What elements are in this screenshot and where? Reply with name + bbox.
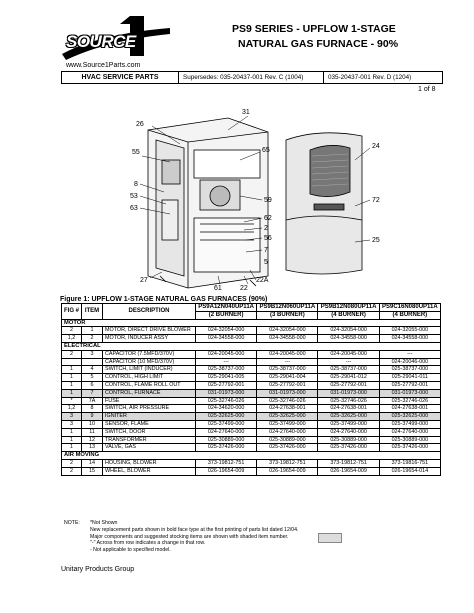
table-row <box>62 366 441 374</box>
cell-part-number: 025-32746-026 <box>379 397 440 405</box>
cell-part-number: 024-34558-000 <box>196 335 257 343</box>
cell-description: MOTOR, INDUCER ASSY <box>103 335 196 343</box>
cell-description: CAPACITOR (10 MFD/370V) <box>103 358 196 366</box>
notes-label: NOTE: <box>64 520 80 526</box>
footer-company: Unitary Products Group <box>61 566 135 573</box>
cell-item: 12 <box>82 436 103 444</box>
callout-56: 56 <box>264 235 272 242</box>
cell-description: FUSE <box>103 397 196 405</box>
col-subheader-burner-4: (4 BURNER) <box>379 311 440 319</box>
cell-part-number: 024-32054-000 <box>318 327 379 335</box>
shaded-sample-box <box>318 533 342 543</box>
cell-description: CONTROL, HIGH LIMIT <box>103 374 196 382</box>
cell-fig: 1 <box>62 366 82 374</box>
table-row <box>62 405 441 413</box>
cell-part-number: 024-27640-000 <box>379 428 440 436</box>
cell-part-number: 024-34558-000 <box>318 335 379 343</box>
col-header-fig: FIG # <box>62 304 82 320</box>
cell-part-number: 024-32054-000 <box>257 327 318 335</box>
section-label: HVAC SERVICE PARTS <box>62 72 179 83</box>
table-row <box>62 327 441 335</box>
callout-5: 5 <box>264 259 268 266</box>
col-header-model-2: PS9B12N060UP11A <box>257 304 318 312</box>
callout-55: 55 <box>132 149 140 156</box>
cell-description: TRANSFORMER <box>103 436 196 444</box>
cell-part-number: 025-27792-001 <box>379 381 440 389</box>
revision-label: 035-20437-001 Rev. D (1204) <box>328 74 412 81</box>
cell-part-number: 373-19812-751 <box>318 459 379 467</box>
col-header-item: ITEM <box>82 304 103 320</box>
callout-27: 27 <box>140 277 148 284</box>
cell-part-number: 025-27792-001 <box>196 381 257 389</box>
section-heading: AIR MOVING <box>62 452 441 460</box>
cell-fig: 2 <box>62 327 82 335</box>
cell-part-number: 025-32746-026 <box>196 397 257 405</box>
cell-description: IGNITER <box>103 413 196 421</box>
cell-part-number: 025-37499-000 <box>379 420 440 428</box>
cell-part-number: 025-32746-026 <box>257 397 318 405</box>
table-section-row <box>62 319 441 327</box>
cell-description: CONTROL, FLAME ROLL OUT <box>103 381 196 389</box>
table-section-row <box>62 342 441 350</box>
table-row <box>62 381 441 389</box>
table-row <box>62 436 441 444</box>
callout-8: 8 <box>134 181 138 188</box>
note-line: Major components and suggested stocking items are shown with shaded item number. <box>90 533 289 540</box>
cell-item: 3 <box>82 350 103 358</box>
cell-fig: 1,2 <box>62 405 82 413</box>
cell-item: 9 <box>82 413 103 421</box>
cell-part-number: 025-37426-000 <box>318 444 379 452</box>
cell-part-number: 024-34620-000 <box>196 405 257 413</box>
callout-59: 59 <box>264 197 272 204</box>
notes-block <box>64 520 299 554</box>
note-line: *Not Shown <box>90 520 118 526</box>
cell-part-number: 025-30889-000 <box>196 436 257 444</box>
parts-table-body <box>62 319 441 475</box>
cell-part-number: 025-32625-000 <box>318 413 379 421</box>
cell-part-number: 025-38737-000 <box>257 366 318 374</box>
cell-part-number: 031-01973-000 <box>257 389 318 397</box>
cell-part-number: --- <box>196 358 257 366</box>
cell-item: 14 <box>82 459 103 467</box>
col-header-description: DESCRIPTION <box>103 304 196 320</box>
cell-description: HOUSING, BLOWER <box>103 459 196 467</box>
cell-part-number: 024-20045-000 <box>196 350 257 358</box>
table-row <box>62 350 441 358</box>
cell-part-number: 024-27640-000 <box>318 428 379 436</box>
cell-item: 6 <box>82 381 103 389</box>
cell-fig: 1 <box>62 389 82 397</box>
cell-part-number: --- <box>379 350 440 358</box>
table-row <box>62 397 441 405</box>
cell-part-number: 025-27792-001 <box>318 381 379 389</box>
cell-part-number: 025-32625-000 <box>257 413 318 421</box>
table-row <box>62 358 441 366</box>
table-row <box>62 428 441 436</box>
cell-fig: 1 <box>62 436 82 444</box>
cell-part-number: 024-27638-001 <box>318 405 379 413</box>
table-header-row <box>62 304 441 312</box>
cell-part-number: 024-20045-000 <box>318 350 379 358</box>
cell-part-number: 024-32055-000 <box>379 327 440 335</box>
cell-fig: 1,2 <box>62 335 82 343</box>
callout-26: 26 <box>136 121 144 128</box>
table-row <box>62 413 441 421</box>
cell-description: SWITCH, DOOR <box>103 428 196 436</box>
cell-fig <box>62 358 82 366</box>
cell-part-number: 025-27792-001 <box>257 381 318 389</box>
callout-25: 25 <box>372 237 380 244</box>
col-subheader-burner-3: (4 BURNER) <box>318 311 379 319</box>
title-line-2: NATURAL GAS FURNACE - 90% <box>238 38 399 50</box>
callout-61: 61 <box>214 285 222 290</box>
header-info-row <box>61 71 443 84</box>
cell-part-number: 024-20045-000 <box>257 350 318 358</box>
cell-part-number: 025-29041-004 <box>257 374 318 382</box>
callout-31: 31 <box>242 109 250 116</box>
cell-item: 7 <box>82 389 103 397</box>
cell-part-number: 025-30889-000 <box>379 436 440 444</box>
callout-2: 2 <box>264 225 268 232</box>
callout-24: 24 <box>372 143 380 150</box>
table-row <box>62 389 441 397</box>
callout-22a: 22A <box>256 277 269 284</box>
callout-7: 7 <box>264 247 268 254</box>
cell-item <box>82 358 103 366</box>
cell-fig: 1 <box>62 381 82 389</box>
cell-part-number: 024-34558-000 <box>379 335 440 343</box>
cell-fig: 1 <box>62 444 82 452</box>
callout-63: 63 <box>130 205 138 212</box>
cell-description: CONTROL, FURNACE <box>103 389 196 397</box>
table-row <box>62 335 441 343</box>
cell-item: 7A <box>82 397 103 405</box>
cell-part-number: 025-29041-011 <box>379 374 440 382</box>
cell-description: VALVE, GAS <box>103 444 196 452</box>
cell-part-number: 025-30889-000 <box>318 436 379 444</box>
col-header-model-1: PS9A12N040UP11A <box>196 304 257 312</box>
cell-part-number: 025-38737-000 <box>379 366 440 374</box>
callout-62: 62 <box>264 215 272 222</box>
cell-description: SWITCH, AIR PRESSURE <box>103 405 196 413</box>
cell-fig: 1 <box>62 374 82 382</box>
note-line: - Not applicable to specified model. <box>90 547 171 554</box>
cell-item: 8 <box>82 405 103 413</box>
cell-part-number: --- <box>318 358 379 366</box>
cell-part-number: 026-19654-009 <box>318 467 379 475</box>
cell-item: 1 <box>82 327 103 335</box>
cell-part-number: 025-30889-000 <box>257 436 318 444</box>
cell-description: CAPACITOR (7.5MFD/370V) <box>103 350 196 358</box>
cell-part-number: 373-19816-751 <box>379 459 440 467</box>
cell-part-number: 025-29041-005 <box>196 374 257 382</box>
callout-53: 53 <box>130 193 138 200</box>
section-heading: ELECTRICAL <box>62 342 441 350</box>
table-row <box>62 444 441 452</box>
cell-part-number: --- <box>257 358 318 366</box>
cell-part-number: 025-37499-000 <box>257 420 318 428</box>
col-header-model-3: PS9B12N080UP11A <box>318 304 379 312</box>
cell-part-number: 031-01973-000 <box>196 389 257 397</box>
table-row <box>62 467 441 475</box>
callout-65: 65 <box>262 147 270 154</box>
logo-text: SOURCE <box>66 32 136 51</box>
cell-description: SWITCH, LIMIT (INDUCER) <box>103 366 196 374</box>
cell-item: 4 <box>82 366 103 374</box>
cell-fig: 1 <box>62 428 82 436</box>
cell-part-number: 025-37426-000 <box>196 444 257 452</box>
cell-item: 2 <box>82 335 103 343</box>
cell-item: 5 <box>82 374 103 382</box>
cell-part-number: 025-37426-000 <box>257 444 318 452</box>
note-line: New replacement parts shown in bold face type at the first printing of parts list dated 12/04. <box>90 526 299 533</box>
table-row <box>62 420 441 428</box>
cell-part-number: 024-20046-000 <box>379 358 440 366</box>
cell-part-number: 024-27640-000 <box>257 428 318 436</box>
cell-description: SENSOR, FLAME <box>103 420 196 428</box>
title-line-1: PS9 SERIES - UPFLOW 1-STAGE <box>232 23 396 35</box>
cell-part-number: 373-19812-751 <box>196 459 257 467</box>
cell-description: WHEEL, BLOWER <box>103 467 196 475</box>
cell-part-number: 025-38737-000 <box>196 366 257 374</box>
note-line: "-" Across from row indicates a change in that row. <box>90 540 206 547</box>
cell-fig: 2 <box>62 467 82 475</box>
cell-part-number: 026-19654-009 <box>257 467 318 475</box>
website-url[interactable]: www.Source1Parts.com <box>66 62 141 69</box>
cell-part-number: 024-32054-000 <box>196 327 257 335</box>
table-row <box>62 459 441 467</box>
page-number: 1 of 8 <box>418 86 436 93</box>
cell-part-number: 031-01973-000 <box>379 389 440 397</box>
cell-part-number: 025-29041-012 <box>318 374 379 382</box>
cell-description: MOTOR, DIRECT DRIVE BLOWER <box>103 327 196 335</box>
cell-part-number: 031-01973-000 <box>318 389 379 397</box>
table-row <box>62 374 441 382</box>
cell-part-number: 026-19654-014 <box>379 467 440 475</box>
cell-fig: 2 <box>62 459 82 467</box>
cell-fig: 3 <box>62 413 82 421</box>
cell-part-number: 025-32746-026 <box>318 397 379 405</box>
cell-part-number: 025-37426-000 <box>379 444 440 452</box>
cell-part-number: 025-37499-000 <box>196 420 257 428</box>
col-header-model-4: PS9C16N080UP11A <box>379 304 440 312</box>
callout-22: 22 <box>240 285 248 290</box>
cell-item: 10 <box>82 420 103 428</box>
cell-item: 11 <box>82 428 103 436</box>
parts-table <box>61 303 441 476</box>
col-subheader-burner-1: (2 BURNER) <box>196 311 257 319</box>
table-section-row <box>62 452 441 460</box>
cell-part-number: 026-19654-009 <box>196 467 257 475</box>
furnace-illustration <box>100 100 420 290</box>
col-subheader-burner-2: (3 BURNER) <box>257 311 318 319</box>
cell-fig: 2 <box>62 350 82 358</box>
supersedes-label: Supersedes: 035-20437-001 Rev. C (1004) <box>179 72 324 83</box>
cell-fig: 3 <box>62 420 82 428</box>
figure-caption: Figure 1: UPFLOW 1-STAGE NATURAL GAS FURNACES (90%) <box>60 296 268 303</box>
cell-part-number: 024-27638-001 <box>379 405 440 413</box>
cell-part-number: 025-37499-000 <box>318 420 379 428</box>
cell-part-number: 025-32625-000 <box>379 413 440 421</box>
cell-part-number: 024-27638-001 <box>257 405 318 413</box>
cell-part-number: 025-32625-000 <box>196 413 257 421</box>
cell-part-number: 024-27640-000 <box>196 428 257 436</box>
cell-part-number: 025-38737-000 <box>318 366 379 374</box>
cell-part-number: 373-19812-751 <box>257 459 318 467</box>
cell-item: 13 <box>82 444 103 452</box>
cell-item: 15 <box>82 467 103 475</box>
document-title <box>232 22 398 52</box>
callout-72: 72 <box>372 197 380 204</box>
source1-logo <box>58 14 174 66</box>
cell-fig: * <box>62 397 82 405</box>
cell-part-number: 024-34558-000 <box>257 335 318 343</box>
section-heading: MOTOR <box>62 319 441 327</box>
